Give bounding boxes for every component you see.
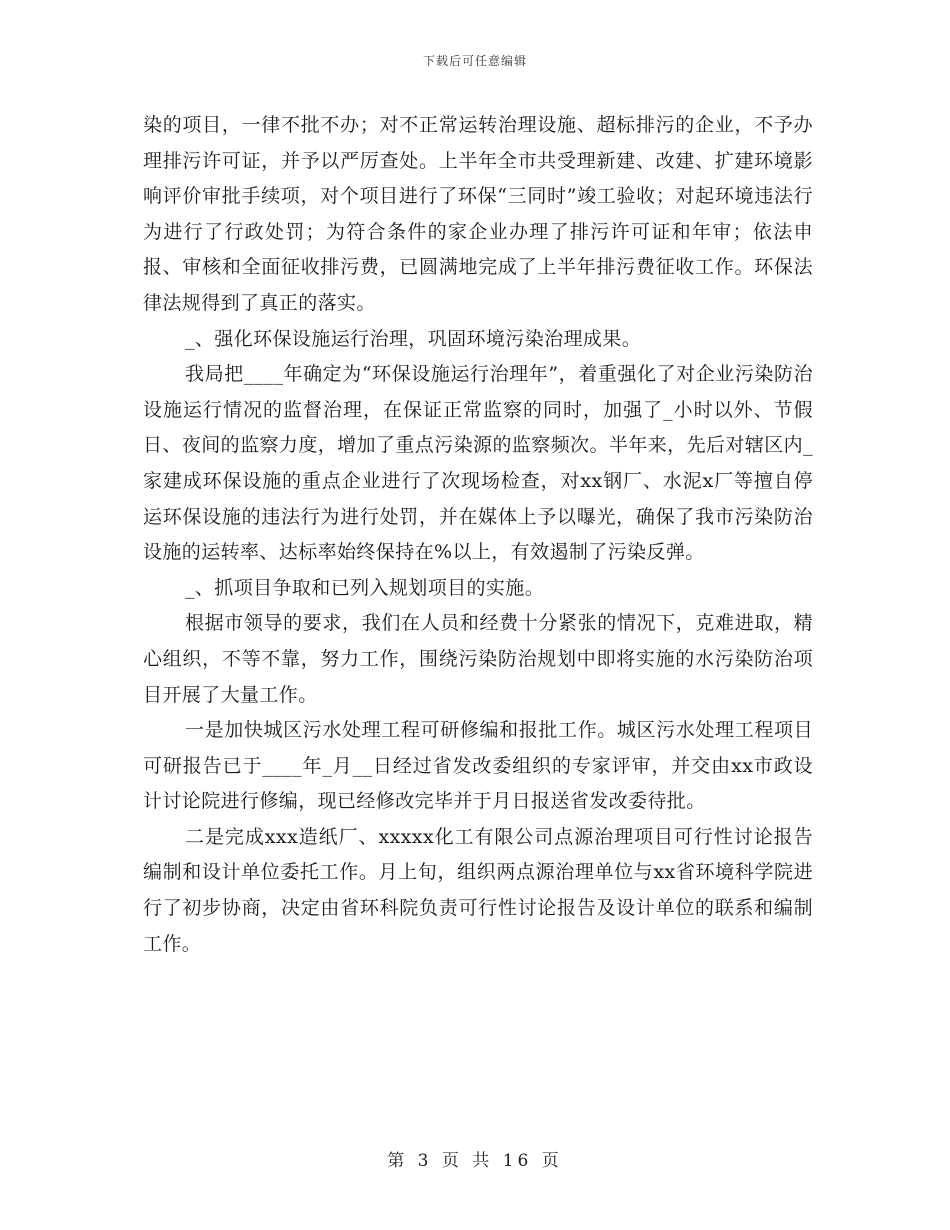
paragraph-2-heading: _、强化环保设施运行治理，巩固环境污染治理成果。	[185, 327, 642, 350]
page-header: 下载后可任意编辑	[422, 54, 527, 68]
paragraph-4-heading: _、抓项目争取和已列入规划项目的实施。	[185, 576, 545, 599]
paragraph-5: 根据市领导的要求，我们在人员和经费十分紧张的情况下，克难进取，精心组织，不等不靠，努力工作，围绕污染防治规划中即将实施的水污染防治项目开展了大量工作。	[143, 612, 813, 706]
document-body	[143, 108, 813, 962]
page-footer: 第 3 页 共 16 页	[387, 1151, 563, 1171]
paragraph-3: 我局把____年确定为“环保设施运行治理年”，着重强化了对企业污染防治设施运行情况的监督治理，在保证正常监察的同时，加强了_小时以外、节假日、夜间的监察力度，增加了重点污染源的监察频次。半年来，先后对辖区内_家建成环保设施的重点企业进行了次现场检查，对xx钢厂、水泥x厂等擅自停运环保设施的违法行为进行处罚，并在媒体上予以曝光，确保了我市污染防治设施的运转率、达标率始终保持在%以上，有效遏制了污染反弹。	[143, 363, 813, 564]
paragraph-6: 一是加快城区污水处理工程可研修编和报批工作。城区污水处理工程项目可研报告已于____年_月__日经过省发改委组织的专家评审，并交由xx市政设计讨论院进行修编，现已经修改完毕并于月日报送省发改委待批。	[143, 719, 813, 813]
paragraph-7: 二是完成xxx造纸厂、xxxxx化工有限公司点源治理项目可行性讨论报告编制和设计单位委托工作。月上旬，组织两点源治理单位与xx省环境科学院进行了初步协商，决定由省环科院负责可行性讨论报告及设计单位的联系和编制工作。	[143, 825, 813, 955]
paragraph-1: 染的项目，一律不批不办；对不正常运转治理设施、超标排污的企业，不予办理排污许可证，并予以严厉查处。上半年全市共受理新建、改建、扩建环境影响评价审批手续项，对个项目进行了环保“三同时”竣工验收；对起环境违法行为进行了行政处罚；为符合条件的家企业办理了排污许可证和年审；依法申报、审核和全面征收排污费，已圆满地完成了上半年排污费征收工作。环保法律法规得到了真正的落实。	[143, 114, 813, 314]
